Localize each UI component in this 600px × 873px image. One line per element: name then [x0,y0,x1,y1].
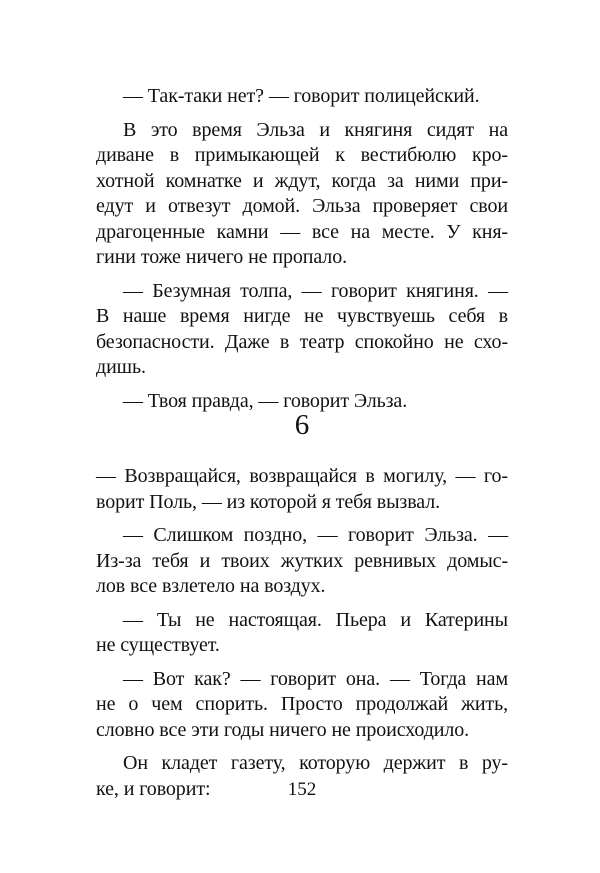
text-line: ке, и говорит: [96,777,211,800]
text-line: гини тоже ничего не пропало. [96,246,347,268]
text-block-bottom [96,464,508,802]
text-line: В это время Эльза и княгиня сидят на [123,118,508,141]
text-line: словно все эти годы ничего не происходило. [96,718,470,741]
text-line: Из-за тебя и твоих жутких ревнивых домыс- [96,549,508,572]
page-number: 152 [287,779,317,800]
text-block-top [96,84,508,414]
text-line: — Твоя правда, — говорит Эльза. [123,389,408,412]
text-line: не существует. [96,634,220,656]
text-line: — Слишком поздно, — говорит Эльза. — [123,524,508,546]
chapter-number: 6 [294,409,310,441]
text-line: лов все взлетело на воздух. [96,575,326,597]
text-line: диване в примыкающей к вестибюлю кро- [96,144,508,166]
text-line: дишь. [96,356,146,378]
text-line: ворит Поль, — из которой я тебя вызвал. [96,490,441,513]
text-line: — Так-таки нет? — говорит полицейский. [123,85,480,107]
text-line: — Возвращайся, возвращайся в могилу, — го- [96,465,508,487]
text-line: едут и отвезут домой. Эльза проверяет свои [96,195,508,217]
text-line: не о чем спорить. Просто продолжай жить, [96,693,508,715]
text-line: В наше время нигде не чувствуешь себя в [96,305,508,327]
text-line: безопасности. Даже в театр спокойно не схо- [96,330,508,353]
text-line: Он кладет газету, которую держит в ру- [123,752,508,774]
text-line: — Вот как? — говорит она. — Тогда нам [123,667,508,690]
text-line: драгоценные камни — все на месте. У кня- [96,220,508,243]
text-line: — Безумная толпа, — говорит княгиня. — [123,279,508,302]
text-line: хотной комнатке и ждут, когда за ними при- [96,169,508,192]
text-line: — Ты не настоящая. Пьера и Катерины [123,608,508,631]
